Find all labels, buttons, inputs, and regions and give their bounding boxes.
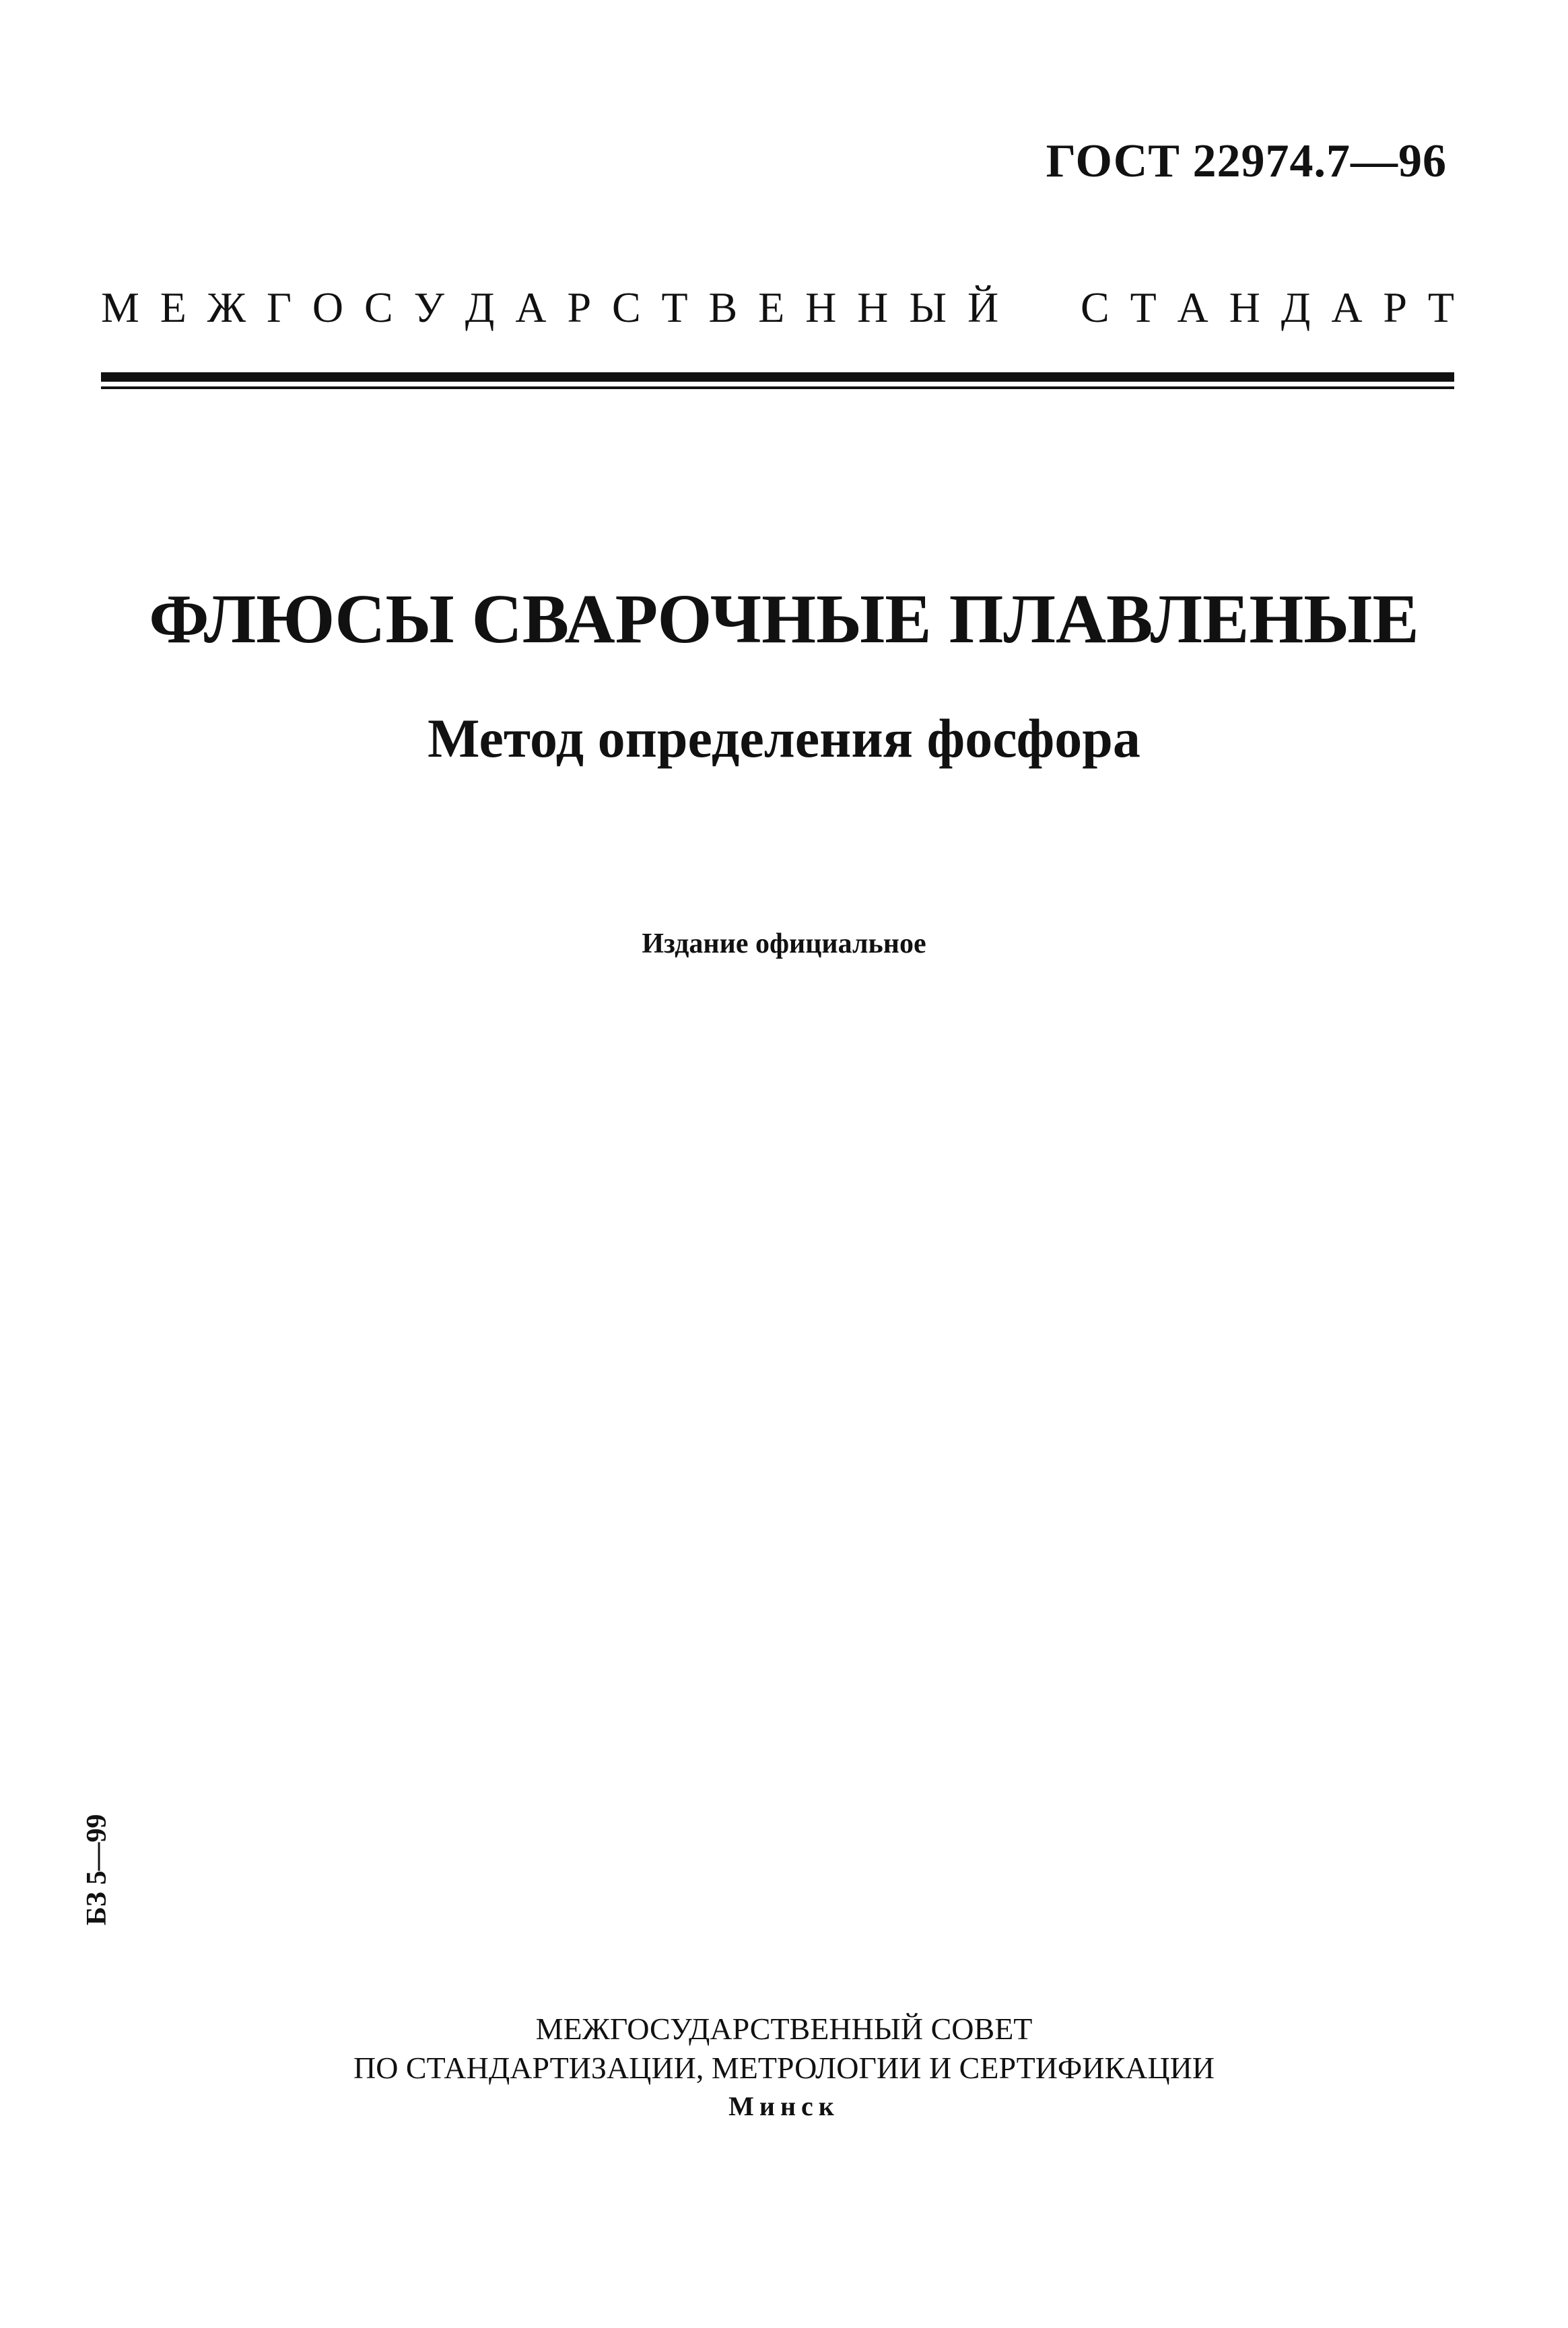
heading-letter: Ж bbox=[207, 283, 246, 331]
heading-letter: Г bbox=[267, 283, 292, 331]
heading-letter: Т bbox=[661, 283, 688, 331]
heading-letter: Д bbox=[465, 283, 495, 331]
publisher-city: Минск bbox=[728, 2091, 840, 2121]
document-title: ФЛЮСЫ СВАРОЧНЫЕ ПЛАВЛЕНЫЕ bbox=[149, 580, 1419, 658]
heading-letter: А bbox=[515, 283, 547, 331]
heading-letter: С bbox=[364, 283, 393, 331]
heading-letter: У bbox=[413, 283, 444, 331]
heading-letter: Н bbox=[1229, 283, 1260, 331]
heading-letter: С bbox=[1080, 283, 1110, 331]
heading-letter: А bbox=[1177, 283, 1208, 331]
margin-code: БЗ 5—99 bbox=[81, 1814, 112, 1925]
heading-letter: М bbox=[101, 283, 139, 331]
heading-letter: Е bbox=[758, 283, 785, 331]
heading-letter: Е bbox=[160, 283, 186, 331]
heading-letter: Т bbox=[1130, 283, 1157, 331]
publisher-line-1: МЕЖГОСУДАРСТВЕННЫЙ СОВЕТ bbox=[535, 2012, 1033, 2046]
heading-letter: Т bbox=[1427, 283, 1454, 331]
edition-note: Издание официальное bbox=[642, 928, 926, 959]
heading-letter: В bbox=[708, 283, 738, 331]
heading-letter: А bbox=[1331, 283, 1363, 331]
gost-number: ГОСТ 22974.7—96 bbox=[1046, 135, 1447, 187]
heading-letter: С bbox=[611, 283, 641, 331]
heading-word-gap bbox=[1019, 286, 1060, 329]
document-subtitle: Метод определения фосфора bbox=[428, 708, 1140, 769]
heading-letter: Н bbox=[805, 283, 837, 331]
header-rule-thin bbox=[101, 386, 1454, 389]
interstate-standard-heading bbox=[101, 283, 1454, 331]
publisher-block bbox=[0, 2010, 1568, 2123]
heading-letter: Й bbox=[967, 283, 999, 331]
publisher-line-2: ПО СТАНДАРТИЗАЦИИ, МЕТРОЛОГИИ И СЕРТИФИКАЦИИ bbox=[353, 2050, 1215, 2085]
heading-letter: Н bbox=[857, 283, 889, 331]
heading-letter: Ы bbox=[909, 283, 947, 331]
heading-letter: Д bbox=[1281, 283, 1311, 331]
header-rule-thick bbox=[101, 372, 1454, 382]
heading-letter: Р bbox=[567, 283, 592, 331]
heading-letter: О bbox=[312, 283, 344, 331]
heading-letter: Р bbox=[1383, 283, 1408, 331]
